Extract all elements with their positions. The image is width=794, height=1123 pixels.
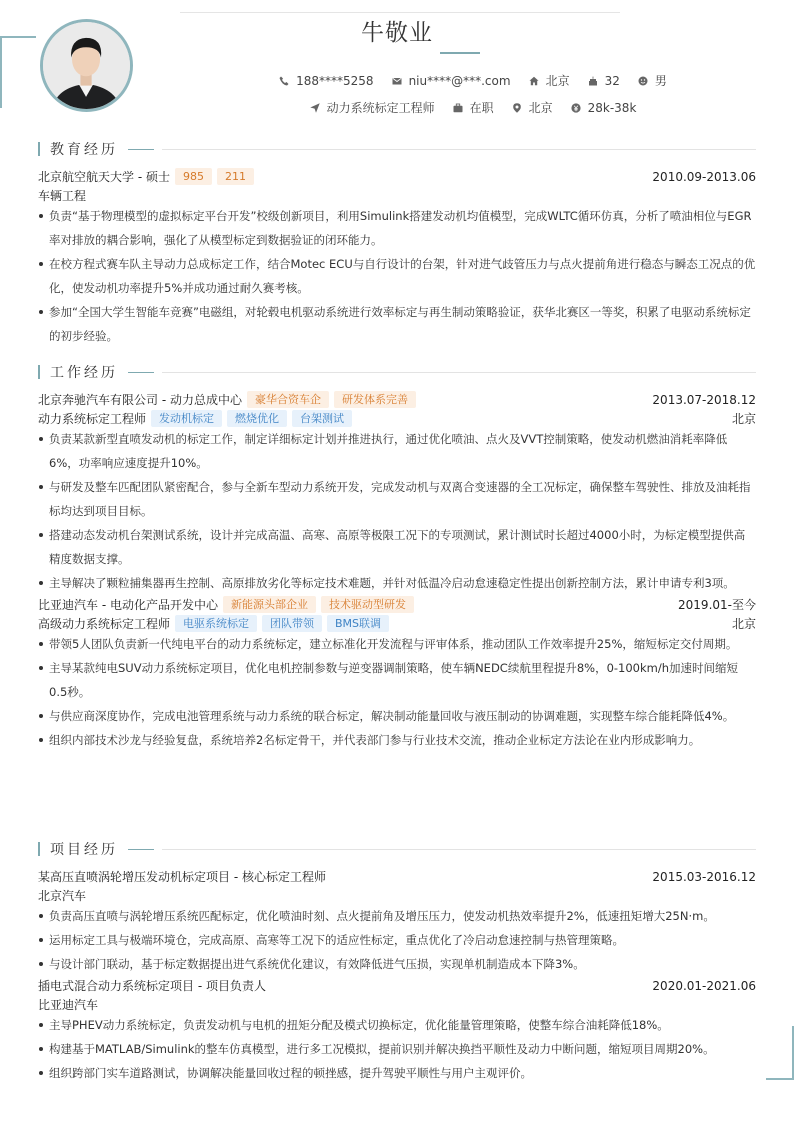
candidate-name: 牛敬业 xyxy=(361,20,433,46)
home-icon xyxy=(529,76,539,86)
target-position-item xyxy=(310,99,435,116)
email-item xyxy=(392,74,511,88)
project-bullets xyxy=(38,1013,756,1085)
contact-info-row xyxy=(0,72,794,89)
major: 车辆工程 xyxy=(38,188,87,203)
work-bullets xyxy=(38,427,756,595)
school-name: 北京航空航天大学 - 硕士 xyxy=(38,170,170,184)
project-entry xyxy=(38,867,756,976)
list-item: 负责高压直喷与涡轮增压系统匹配标定，优化喷油时刻、点火提前角及增压压力，使发动机热效率提升2%，低速扭矩增大25N·m。 xyxy=(38,904,756,928)
list-item: 运用标定工具与极端环境仓，完成高原、高寒等工况下的适应性标定，重点优化了冷启动怠速控制与热管理策略。 xyxy=(38,928,756,952)
list-item: 组织跨部门实车道路测试，协调解决能量回收过程的顿挫感，提升驾驶平顺性与用户主观评价。 xyxy=(38,1061,756,1085)
project-bullets xyxy=(38,904,756,976)
list-item: 组织内部技术沙龙与经验复盘，系统培养2名标定骨干，并代表部门参与行业技术交流，推动企业标定方法论在业内形成影响力。 xyxy=(38,728,756,752)
target-city-item xyxy=(512,99,553,116)
work-entry xyxy=(38,595,756,752)
target-position: 动力系统标定工程师 xyxy=(326,101,435,115)
company-name: 北京奔驰汽车有限公司 - 动力总成中心 xyxy=(38,393,242,407)
phone-icon xyxy=(279,76,289,86)
education-section xyxy=(38,139,756,348)
work-city: 北京 xyxy=(731,616,756,631)
list-item: 主导PHEV动力系统标定，负责发动机与电机的扭矩分配及模式切换标定，优化能量管理策略，使整车综合油耗降低18%。 xyxy=(38,1013,756,1037)
salary-item xyxy=(571,101,637,115)
list-item: 参加“全国大学生智能车竞赛”电磁组，对轮毂电机驱动系统进行效率标定与再生制动策略验证，获华北赛区一等奖，积累了电驱动系统标定的初步经验。 xyxy=(38,300,756,348)
section-header xyxy=(38,362,756,382)
list-item: 主导解决了颗粒捕集器再生控制、高原排放劣化等标定技术难题，并针对低温冷启动怠速稳定性提出创新控制方法，累计申请专利3项。 xyxy=(38,571,756,595)
header-top-rule xyxy=(180,12,620,13)
location-pin-icon xyxy=(512,103,522,113)
project-period: 2015.03-2016.12 xyxy=(652,869,756,884)
send-icon xyxy=(310,103,320,113)
project-title: 插电式混合动力系统标定项目 - 项目负责人 xyxy=(38,979,266,993)
school-tag: 211 xyxy=(217,168,254,185)
skill-tag: 电驱系统标定 xyxy=(175,615,257,632)
gender-item xyxy=(638,72,667,89)
expected-salary: 28k-38k xyxy=(587,100,637,115)
target-city: 北京 xyxy=(528,101,553,115)
list-item: 负责“基于物理模型的虚拟标定平台开发”校级创新项目，利用Simulink搭建发动机均值模型，完成WLTC循环仿真，分析了喷油相位与EGR率对排放的耦合影响，强化了从模型标定到数据验证的闭环能力。 xyxy=(38,204,756,252)
gender-value: 男 xyxy=(654,74,667,88)
list-item: 带领5人团队负责新一代纯电平台的动力系统标定，建立标准化开发流程与评审体系，推动团队工作效率提升25%，缩短标定交付周期。 xyxy=(38,632,756,656)
skill-tag: 台架测试 xyxy=(292,410,352,427)
location-item xyxy=(529,72,570,89)
list-item: 主导某款纯电SUV动力系统标定项目，优化电机控制参数与逆变器调制策略，使车辆NEDC续航里程提升8%，0-100km/h加速时间缩短0.5秒。 xyxy=(38,656,756,704)
section-title: 工作经历 xyxy=(50,365,118,381)
list-item: 负责某款新型直喷发动机的标定工作，制定详细标定计划并推进执行，通过优化喷油、点火及VVT控制策略，使发动机燃油消耗率降低6%，功率响应速度提升10%。 xyxy=(38,427,756,475)
project-organization: 北京汽车 xyxy=(38,888,87,903)
work-entry xyxy=(38,390,756,595)
work-section xyxy=(38,362,756,752)
list-item: 与设计部门联动，基于标定数据提出进气系统优化建议，有效降低进气压损，实现单机制造成本下降3%。 xyxy=(38,952,756,976)
current-location: 北京 xyxy=(545,74,570,88)
list-item: 搭建动态发动机台架测试系统，设计并完成高温、高寒、高原等极限工况下的专项测试，累计测试时长超过4000小时，为标定模型提供高精度数据支撑。 xyxy=(38,523,756,571)
section-header xyxy=(38,139,756,159)
company-tag: 技术驱动型研发 xyxy=(321,596,414,613)
skill-tag: 团队带领 xyxy=(262,615,322,632)
list-item: 在校方程式赛车队主导动力总成标定工作，结合Motec ECU与自行设计的台架，针对进气歧管压力与点火提前角进行稳态与瞬态工况点的优化，使发动机功率提升5%并成功通过耐久赛考核。 xyxy=(38,252,756,300)
name-underline xyxy=(440,52,480,54)
gender-icon xyxy=(638,76,648,86)
section-title: 项目经历 xyxy=(50,842,118,858)
work-city: 北京 xyxy=(731,411,756,426)
phone-number: 188****5258 xyxy=(296,73,374,88)
skill-tag: 发动机标定 xyxy=(151,410,222,427)
work-period: 2013.07-2018.12 xyxy=(652,392,756,407)
company-tag: 研发体系完善 xyxy=(334,391,416,408)
education-period: 2010.09-2013.06 xyxy=(652,169,756,184)
briefcase-icon xyxy=(453,103,463,113)
corner-decoration-bottom-right xyxy=(766,1078,794,1080)
email-address: niu****@***.com xyxy=(408,73,511,88)
section-title: 教育经历 xyxy=(50,142,118,158)
skill-tag: BMS联调 xyxy=(327,615,389,632)
list-item: 构建基于MATLAB/Simulink的整车仿真模型，进行多工况模拟，提前识别并解决换挡平顺性及动力中断问题，缩短项目周期20%。 xyxy=(38,1037,756,1061)
age-item xyxy=(588,74,620,88)
work-bullets xyxy=(38,632,756,752)
project-period: 2020.01-2021.06 xyxy=(652,978,756,993)
money-icon xyxy=(571,103,581,113)
education-entry xyxy=(38,167,756,348)
mail-icon xyxy=(392,76,402,86)
cake-icon xyxy=(588,76,598,86)
school-tag: 985 xyxy=(175,168,212,185)
project-organization: 比亚迪汽车 xyxy=(38,997,99,1012)
company-name: 比亚迪汽车 - 电动化产品开发中心 xyxy=(38,598,218,612)
project-entry xyxy=(38,976,756,1085)
project-title: 某高压直喷涡轮增压发动机标定项目 - 核心标定工程师 xyxy=(38,870,326,884)
company-tag: 新能源头部企业 xyxy=(223,596,316,613)
employment-status-item xyxy=(453,99,494,116)
company-tag: 豪华合资车企 xyxy=(247,391,329,408)
education-bullets xyxy=(38,204,756,348)
phone-item xyxy=(279,74,373,88)
skill-tag: 燃烧优化 xyxy=(227,410,287,427)
list-item: 与研发及整车匹配团队紧密配合，参与全新车型动力系统开发，完成发动机与双离合变速器的全工况标定，确保整车驾驶性、排放及油耗指标均达到项目目标。 xyxy=(38,475,756,523)
work-period: 2019.01-至今 xyxy=(678,598,756,612)
section-header xyxy=(38,839,756,859)
job-title: 高级动力系统标定工程师 xyxy=(38,616,171,631)
job-title: 动力系统标定工程师 xyxy=(38,411,147,426)
projects-section xyxy=(38,839,756,1085)
list-item: 与供应商深度协作，完成电池管理系统与动力系统的联合标定，解决制动能量回收与液压制动的协调难题，实现整车综合能耗降低4%。 xyxy=(38,704,756,728)
age-value: 32 xyxy=(604,73,620,88)
job-intention-row xyxy=(0,99,794,116)
employment-status: 在职 xyxy=(469,101,494,115)
